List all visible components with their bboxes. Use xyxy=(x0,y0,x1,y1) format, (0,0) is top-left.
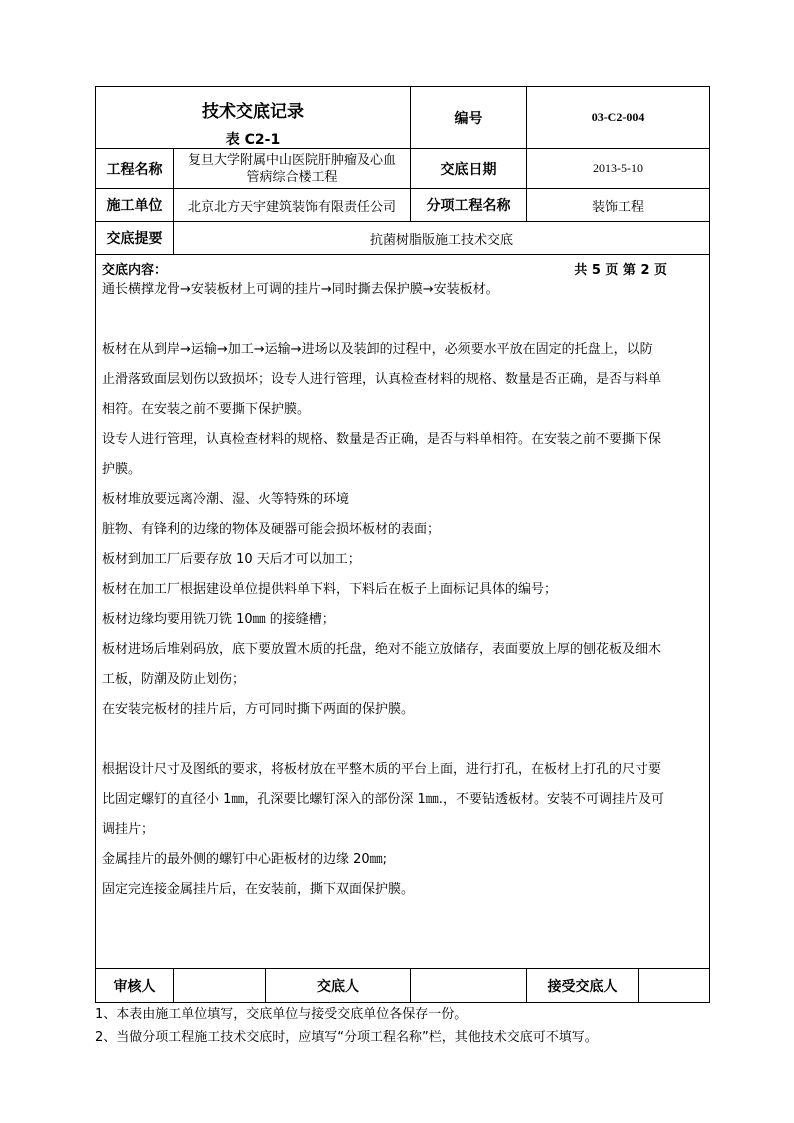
content-line: 板材在加工厂根据建设单位提供料单下料，下料后在板子上面标记具体的编号； xyxy=(102,582,558,597)
content-line: 相符。在安装之前不要撕下保护膜。 xyxy=(102,402,311,417)
subproject-value: 装饰工程 xyxy=(527,189,710,222)
content-line: 设专人进行管理，认真检查材料的规格、数量是否正确，是否与料单相符。在安装之前不要撕下保 xyxy=(102,432,662,447)
number-label: 编号 xyxy=(411,87,527,149)
content-line xyxy=(102,312,703,342)
content-line: 板材到加工厂后要存放 10 天后才可以加工； xyxy=(102,552,361,567)
content-line: 护膜。 xyxy=(102,462,142,477)
content-line: 板材堆放要远离冷潮、湿、火等特殊的环境 xyxy=(102,492,350,507)
disclosure-record-table xyxy=(95,86,710,1003)
content-line: 金属挂片的最外侧的螺钉中心距板材的边缘 20㎜; xyxy=(102,852,388,867)
reviewer-value xyxy=(174,969,266,1003)
content-line: 调挂片； xyxy=(102,822,155,837)
subproject-label: 分项工程名称 xyxy=(411,189,527,222)
project-value xyxy=(174,149,411,189)
form-title: 技术交底记录 xyxy=(202,102,304,122)
content-line xyxy=(102,732,703,762)
footnote-1: 1、本表由施工单位填写，交底单位与接受交底单位各保存一份。 xyxy=(95,1007,468,1022)
content-cell xyxy=(96,255,710,969)
page-info: 共 5 页 第 2 页 xyxy=(574,263,668,278)
project-value-line1: 复旦大学附属中山医院肝肿瘤及心血 xyxy=(188,152,397,168)
footnotes xyxy=(95,1006,598,1052)
content-line: 板材进场后堆剁码放，底下要放置木质的托盘，绝对不能立放储存，表面要放上厚的刨花板及细木 xyxy=(102,642,662,657)
form-subtitle: 表 C2-1 xyxy=(225,132,281,148)
project-value-line2: 管病综合楼工程 xyxy=(246,169,338,185)
contractor-label: 施工单位 xyxy=(96,189,174,222)
content-line: 比固定螺钉的直径小 1㎜，孔深要比螺钉深入的部份深 1㎜.，不要钻透板材。安装不可调挂片及可 xyxy=(102,792,664,807)
receiver-label: 接受交底人 xyxy=(527,969,639,1003)
content-line: 工板，防潮及防止划伤； xyxy=(102,672,246,687)
content-label: 交底内容： xyxy=(102,263,168,278)
content-line: 板材在从到岸→运输→加工→运输→进场以及装卸的过程中，必须要水平放在固定的托盘上，以防 xyxy=(102,342,653,357)
title-cell xyxy=(96,87,411,149)
content-body xyxy=(102,282,703,912)
date-value: 2013-5-10 xyxy=(527,149,710,189)
content-line: 止滑落致面层划伤以致损坏；设专人进行管理，认真检查材料的规格、数量是否正确，是否与料单 xyxy=(102,372,662,387)
content-line: 通长横撑龙骨→安装板材上可调的挂片→同时撕去保护膜→安装板材。 xyxy=(102,282,499,297)
content-line: 根据设计尺寸及图纸的要求，将板材放在平整木质的平台上面，进行打孔，在板材上打孔的尺寸要 xyxy=(102,762,662,777)
summary-value: 抗菌树脂版施工技术交底 xyxy=(174,222,710,255)
reviewer-label: 审核人 xyxy=(96,969,174,1003)
summary-label: 交底提要 xyxy=(96,222,174,255)
project-label: 工程名称 xyxy=(96,149,174,189)
date-label: 交底日期 xyxy=(411,149,527,189)
content-line: 固定完连接金属挂片后，在安装前，撕下双面保护膜。 xyxy=(102,882,415,897)
content-header xyxy=(102,259,667,277)
content-line: 脏物、有锋利的边缘的物体及硬器可能会损坏板材的表面； xyxy=(102,522,441,537)
contractor-value: 北京北方天宇建筑装饰有限责任公司 xyxy=(174,189,411,222)
number-value: 03-C2-004 xyxy=(527,87,710,149)
content-line: 板材边缘均要用铣刀铣 10㎜ 的接缝槽； xyxy=(102,612,335,627)
footnote-2: 2、当做分项工程施工技术交底时，应填写“分项工程名称”栏，其他技术交底可不填写。 xyxy=(95,1030,598,1045)
discloser-label: 交底人 xyxy=(266,969,411,1003)
discloser-value xyxy=(411,969,527,1003)
content-line: 在安装完板材的挂片后，方可同时撕下两面的保护膜。 xyxy=(102,702,415,717)
receiver-value xyxy=(639,969,710,1003)
